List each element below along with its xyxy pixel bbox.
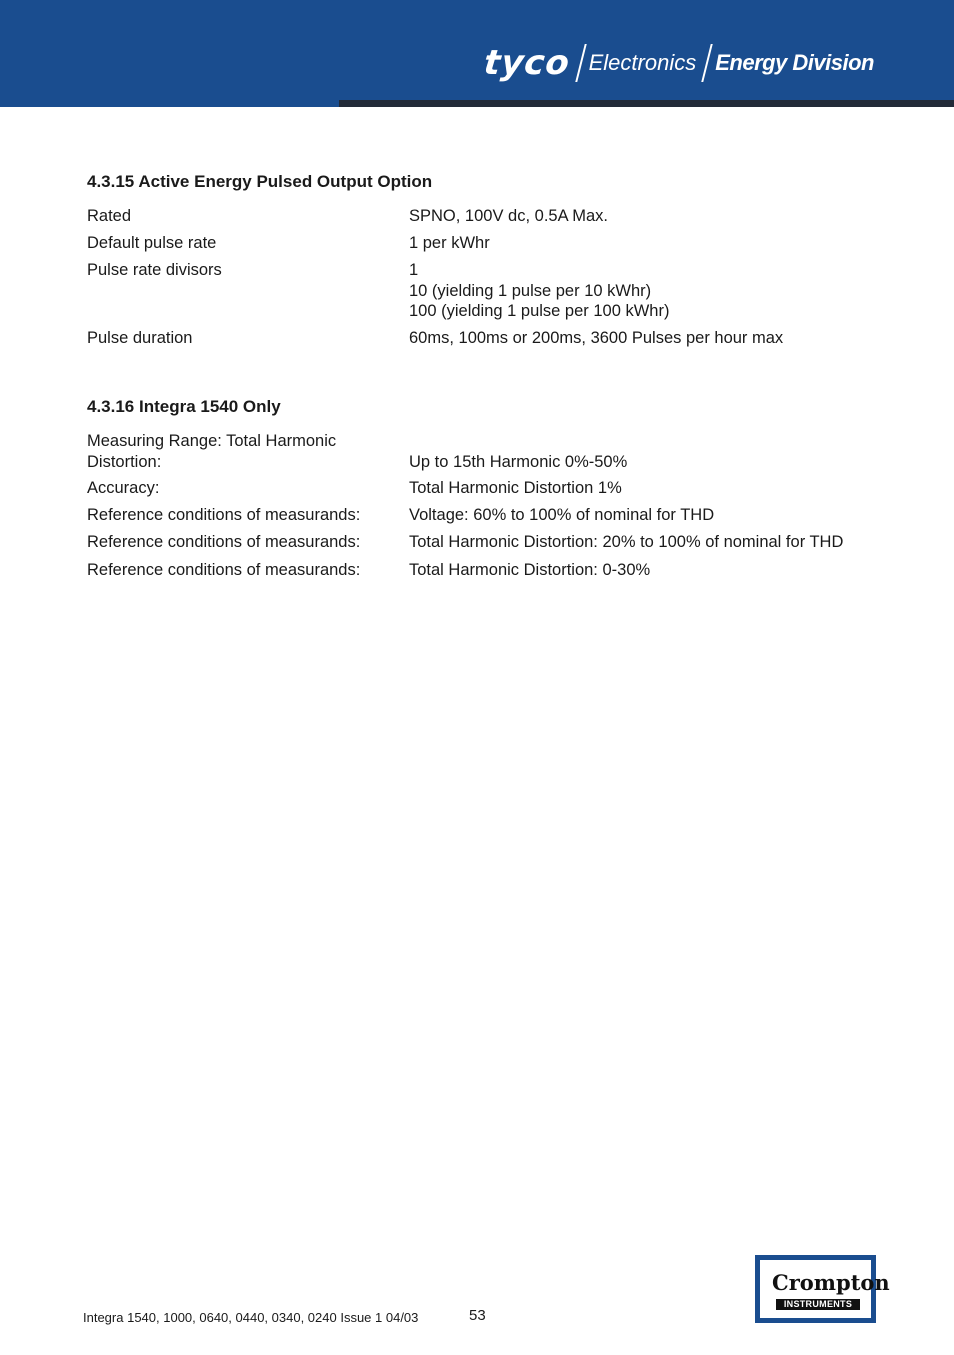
- section-title-integra-1540: 4.3.16 Integra 1540 Only: [87, 397, 281, 416]
- logo-subtitle: INSTRUMENTS: [776, 1299, 860, 1310]
- header-stripe: [339, 100, 954, 107]
- spec-value: SPNO, 100V dc, 0.5A Max.: [409, 207, 609, 225]
- brand-division: Energy Division: [715, 50, 874, 75]
- spec-label: Reference conditions of measurands:: [87, 561, 361, 579]
- logo-inner: [760, 1260, 890, 1318]
- spec-value-list: [409, 260, 889, 322]
- spec-label-multiline: [87, 431, 402, 472]
- spec-value: Up to 15th Harmonic 0%-50%: [409, 452, 628, 471]
- spec-label: Pulse rate divisors: [87, 261, 222, 279]
- page-number: 53: [469, 1307, 486, 1324]
- spec-label: Rated: [87, 207, 132, 225]
- section-title-pulsed-output: 4.3.15 Active Energy Pulsed Output Option: [87, 172, 433, 191]
- spec-value: Total Harmonic Distortion: 20% to 100% of nominal for THD: [409, 533, 844, 551]
- spec-value-line: 1: [409, 261, 419, 279]
- logo-name: Crompton: [772, 1270, 890, 1295]
- brand-separator: [701, 44, 712, 82]
- tyco-electronics-logo: [481, 40, 874, 86]
- crompton-instruments-logo: [755, 1255, 890, 1323]
- spec-label: Default pulse rate: [87, 234, 217, 252]
- spec-value: 60ms, 100ms or 200ms, 3600 Pulses per hour max: [409, 329, 784, 347]
- spec-label: Reference conditions of measurands:: [87, 506, 361, 524]
- brand-separator: [575, 44, 586, 82]
- spec-value: 1 per kWhr: [409, 234, 490, 252]
- spec-label: Accuracy:: [87, 479, 160, 497]
- spec-value: Voltage: 60% to 100% of nominal for THD: [409, 506, 715, 524]
- brand-tyco: tyco: [481, 43, 572, 83]
- spec-label-line: Measuring Range: Total Harmonic: [87, 432, 337, 450]
- footer-document-info: Integra 1540, 1000, 0640, 0440, 0340, 0240 Issue 1 04/03: [83, 1310, 419, 1325]
- spec-label: Pulse duration: [87, 329, 193, 347]
- spec-label-line: Distortion:: [87, 452, 162, 471]
- spec-value-line: 100 (yielding 1 pulse per 100 kWhr): [409, 302, 670, 320]
- brand-electronics: Electronics: [588, 50, 697, 75]
- spec-value: Total Harmonic Distortion: 0-30%: [409, 561, 651, 579]
- spec-value: Total Harmonic Distortion 1%: [409, 479, 622, 497]
- spec-label: Reference conditions of measurands:: [87, 533, 361, 551]
- spec-value-line: 10 (yielding 1 pulse per 10 kWhr): [409, 281, 652, 300]
